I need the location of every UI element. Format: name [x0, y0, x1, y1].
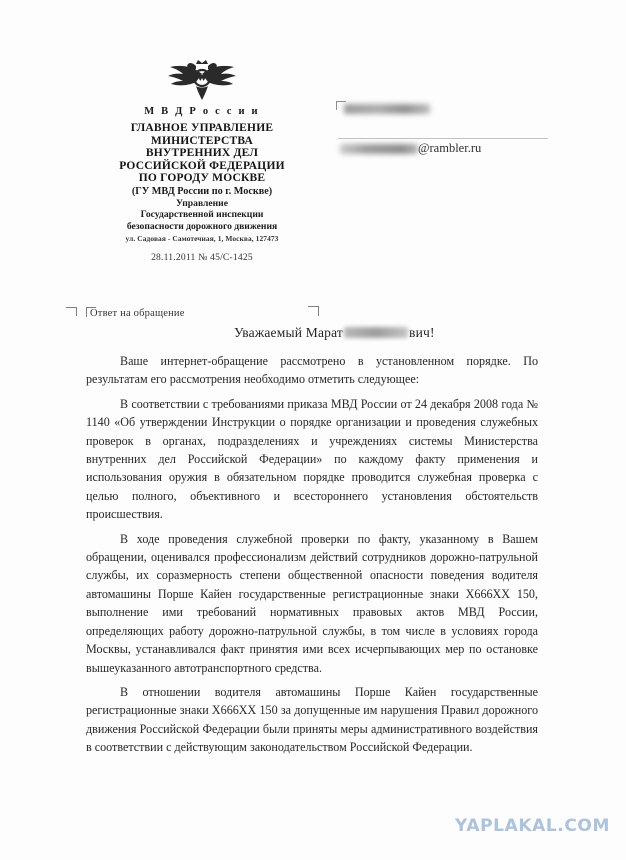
subdivision-line-2: Государственной инспекции	[140, 209, 264, 221]
reference-label: Ответ на обращение	[90, 308, 185, 319]
greeting-patronymic-redacted	[344, 327, 408, 338]
organization-name	[52, 122, 352, 185]
recipient-divider	[338, 138, 548, 139]
organization-short-name: (ГУ МВД России по г. Москве)	[131, 185, 273, 197]
body-paragraph-3: В ходе проведения служебной проверки по факту, указанному в Вашем обращении, оценивался профессионализм действий сотрудников дорожно-патрульной службы, их соразмерность степени общественной опасности поведения водителя автомашины Порше Кайен государственные регистрационные знаки Х666ХХ 150, выполнение ими требований нормативных правовых актов МВД России, определяющих работу дорожно-патрульной службы, в том числе в условиях города Москвы, устанавливался факт принятия ими всех исчерпывающих мер по остановке вышеуказанного автотранспортного средства.	[86, 531, 538, 675]
double-headed-eagle-emblem	[160, 58, 244, 102]
body-paragraph-4: В отношении водителя автомашины Порше Кайен государственные регистрационные знаки Х666ХХ 150 за допущенные им нарушения Правил дорожного движения Российской Федерации были приняты меры административного воздействия в соответствии с действующим законодательством Российской Федерации.	[86, 684, 538, 755]
organization-line-1: ГЛАВНОЕ УПРАВЛЕНИЕ	[130, 122, 274, 134]
corner-mark-icon	[66, 307, 77, 316]
document-date-number: 28.11.2011 № 45/С-1425	[151, 252, 253, 264]
recipient-email-domain: @rambler.ru	[418, 141, 482, 155]
greeting-prefix: Уважаемый Марат	[234, 325, 344, 340]
body-paragraph-2: В соответствии с требованиями приказа МВД России от 24 декабря 2008 года № 1140 «Об утверждении Инструкции о порядке организации и проведения служебных проверок в органах, подразделениях и учреждениях системы Министерства внутренних дел Российской Федерации» по каждому факту применения и использования оружия в обязательном порядке проводится служебная проверка с целью полного, объективного и всестороннего установления обстоятельств происшествия.	[86, 396, 538, 522]
organization-line-4: РОССИЙСКОЙ ФЕДЕРАЦИИ	[119, 159, 285, 172]
greeting-suffix: вич!	[409, 325, 435, 340]
site-watermark: YAPLAKAL.COM	[455, 816, 610, 836]
subdivision-line-3: безопасности дорожного движения	[126, 220, 278, 232]
letter-body	[86, 352, 538, 758]
organization-line-2: МИНИСТЕРСТВА	[150, 134, 254, 147]
subdivision-line-1: Управление	[176, 197, 228, 209]
ministry-name: М В Д Р о с с и и	[144, 106, 260, 117]
organization-address: ул. Садовая - Самотечная, 1, Москва, 127473	[125, 234, 279, 244]
body-paragraph-1: Ваше интернет-обращение рассмотрено в установленном порядке. По результатам его рассмотрения необходимо отметить следующее:	[86, 354, 538, 387]
recipient-email-redacted	[340, 144, 418, 154]
recipient-block	[336, 96, 561, 176]
organization-line-3: ВНУТРЕННИХ ДЕЛ	[145, 147, 259, 160]
organization-line-5: ПО ГОРОДУ МОСКВЕ	[138, 172, 266, 185]
greeting-line	[234, 325, 435, 341]
corner-mark-icon	[308, 306, 319, 316]
subdivision-name	[52, 198, 352, 232]
recipient-name-redacted	[344, 104, 430, 114]
letterhead	[52, 58, 352, 263]
